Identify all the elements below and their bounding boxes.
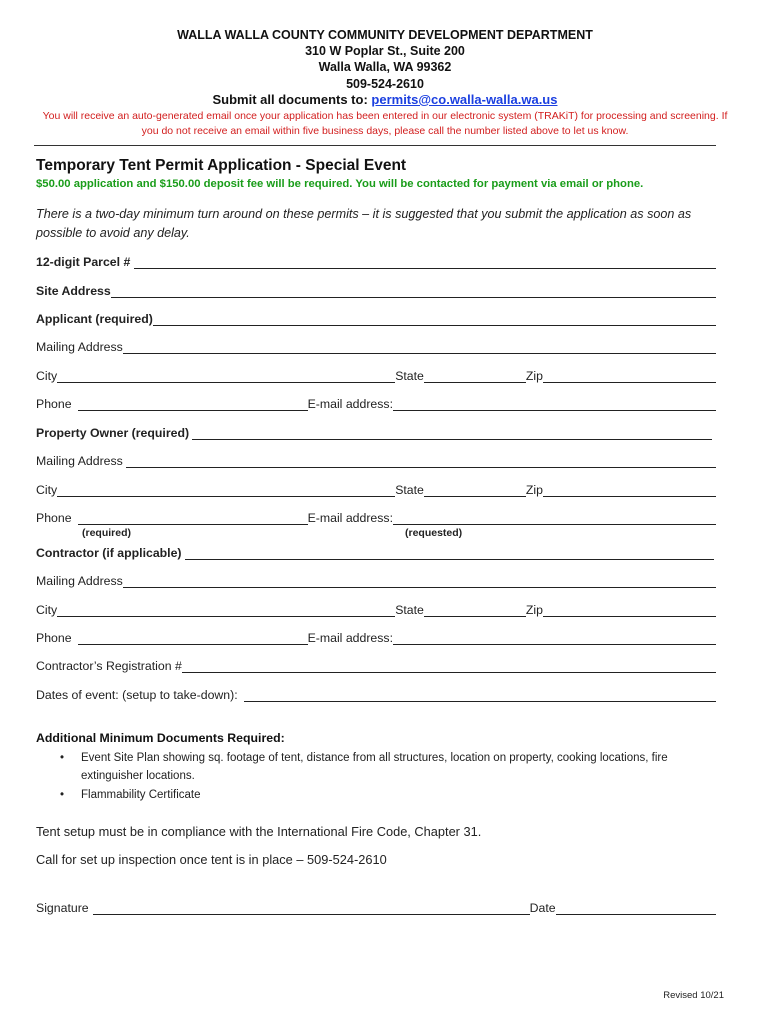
zip-label: Zip <box>525 603 543 617</box>
zip-label: Zip <box>525 483 543 497</box>
contractor-mailing-address-field <box>36 570 716 590</box>
department-header <box>0 27 770 139</box>
contractor-input[interactable] <box>185 542 714 560</box>
applicant-mailing-address-field <box>36 336 716 356</box>
signature-input[interactable] <box>93 897 530 915</box>
city-label: City <box>36 369 58 383</box>
email-label: E-mail address: <box>307 511 393 525</box>
contractor-registration-label: Contractor’s Registration # <box>36 659 182 673</box>
contractor-field <box>36 542 716 562</box>
state-label: State <box>395 483 424 497</box>
property-owner-field <box>36 422 716 442</box>
list-item <box>36 750 726 785</box>
required-docs-list <box>36 750 726 807</box>
bullet-icon: • <box>60 752 65 764</box>
parcel-field <box>36 251 716 271</box>
owner-city-row <box>36 479 716 499</box>
owner-state-input[interactable] <box>424 479 526 497</box>
city-state-zip: Walla Walla, WA 99362 <box>318 60 452 75</box>
applicant-email-input[interactable] <box>393 393 716 411</box>
fee-note: $50.00 application and $150.00 deposit fee will be required. You will be contacted for payment via email or phone. <box>36 178 644 190</box>
bullet-icon: • <box>60 789 65 801</box>
date-input[interactable] <box>556 897 716 915</box>
applicant-phone-row <box>36 393 716 413</box>
email-notice: You will receive an auto-generated email once your application has been entered in our electronic system (TRAKiT) for processing and screening. If you do not receive an email within five business days, please call the number listed above to let us know. <box>42 110 728 138</box>
site-address-label: Site Address <box>36 284 111 298</box>
phone-label: Phone <box>36 511 72 525</box>
contractor-zip-input[interactable] <box>543 599 716 617</box>
header-divider <box>34 145 716 146</box>
contractor-mailing-address-input[interactable] <box>123 570 716 588</box>
parcel-label: 12-digit Parcel # <box>36 255 131 269</box>
state-label: State <box>395 369 424 383</box>
parcel-input[interactable] <box>134 251 716 269</box>
applicant-phone-input[interactable] <box>78 393 308 411</box>
submit-email-link[interactable]: permits@co.walla-walla.wa.us <box>371 91 558 107</box>
event-dates-label: Dates of event: (setup to take-down): <box>36 688 238 702</box>
state-label: State <box>395 603 424 617</box>
applicant-state-input[interactable] <box>424 365 526 383</box>
submit-label: Submit all documents to: <box>212 91 372 107</box>
date-label: Date <box>529 901 556 915</box>
email-label: E-mail address: <box>307 397 393 411</box>
contractor-registration-input[interactable] <box>182 655 716 673</box>
signature-row <box>36 897 716 917</box>
owner-phone-row <box>36 507 716 527</box>
zip-label: Zip <box>525 369 543 383</box>
property-owner-input[interactable] <box>192 422 712 440</box>
event-dates-input[interactable] <box>244 684 716 702</box>
signature-label: Signature <box>36 901 89 915</box>
owner-zip-input[interactable] <box>543 479 716 497</box>
compliance-note: Tent setup must be in compliance with the International Fire Code, Chapter 31. <box>36 824 482 839</box>
owner-mailing-address-field <box>36 450 716 470</box>
department-name: WALLA WALLA COUNTY COMMUNITY DEVELOPMENT DEPARTMENT <box>177 28 593 42</box>
owner-email-input[interactable] <box>393 507 716 525</box>
contractor-registration-field <box>36 655 716 675</box>
applicant-city-input[interactable] <box>57 365 395 383</box>
contractor-state-input[interactable] <box>424 599 526 617</box>
applicant-city-row <box>36 365 716 385</box>
list-item <box>36 787 726 805</box>
form-title: Temporary Tent Permit Application - Special Event <box>36 157 407 174</box>
mailing-address-label: Mailing Address <box>36 574 123 588</box>
city-label: City <box>36 603 58 617</box>
phone-label: Phone <box>36 397 72 411</box>
contractor-city-row <box>36 599 716 619</box>
event-dates-field <box>36 684 716 704</box>
applicant-mailing-address-input[interactable] <box>123 336 716 354</box>
doc-item-text: Flammability Certificate <box>81 789 201 801</box>
owner-mailing-address-input[interactable] <box>126 450 716 468</box>
phone-required-hint: (required) <box>82 527 132 539</box>
doc-item-text: Event Site Plan showing sq. footage of tent, distance from all structures, location on property, cooking locations, fire extinguisher locations. <box>81 752 668 782</box>
contractor-email-input[interactable] <box>393 627 716 645</box>
contractor-phone-input[interactable] <box>78 627 308 645</box>
applicant-zip-input[interactable] <box>543 365 716 383</box>
docs-title: Additional Minimum Documents Required: <box>36 731 285 745</box>
revision-note: Revised 10/21 <box>663 990 724 1001</box>
property-owner-label: Property Owner (required) <box>36 426 190 440</box>
city-label: City <box>36 483 58 497</box>
applicant-field <box>36 308 716 328</box>
site-address-field <box>36 280 716 300</box>
mailing-address-label: Mailing Address <box>36 340 123 354</box>
mailing-address-label: Mailing Address <box>36 454 123 468</box>
owner-phone-input[interactable] <box>78 507 308 525</box>
intro-note: There is a two-day minimum turn around on these permits – it is suggested that you submit the application as soon as possible to avoid any delay. <box>36 207 692 240</box>
submit-instructions <box>0 92 770 108</box>
site-address-input[interactable] <box>111 280 716 298</box>
street-address: 310 W Poplar St., Suite 200 <box>305 44 465 59</box>
contractor-phone-row <box>36 627 716 647</box>
email-requested-hint: (requested) <box>405 527 463 539</box>
applicant-input[interactable] <box>153 308 716 326</box>
contractor-label: Contractor (if applicable) <box>36 546 182 560</box>
owner-city-input[interactable] <box>57 479 395 497</box>
inspection-note: Call for set up inspection once tent is in place – 509-524-2610 <box>36 852 387 867</box>
department-phone: 509-524-2610 <box>346 76 424 91</box>
contractor-city-input[interactable] <box>57 599 395 617</box>
email-label: E-mail address: <box>307 631 393 645</box>
applicant-label: Applicant (required) <box>36 312 153 326</box>
phone-label: Phone <box>36 631 72 645</box>
